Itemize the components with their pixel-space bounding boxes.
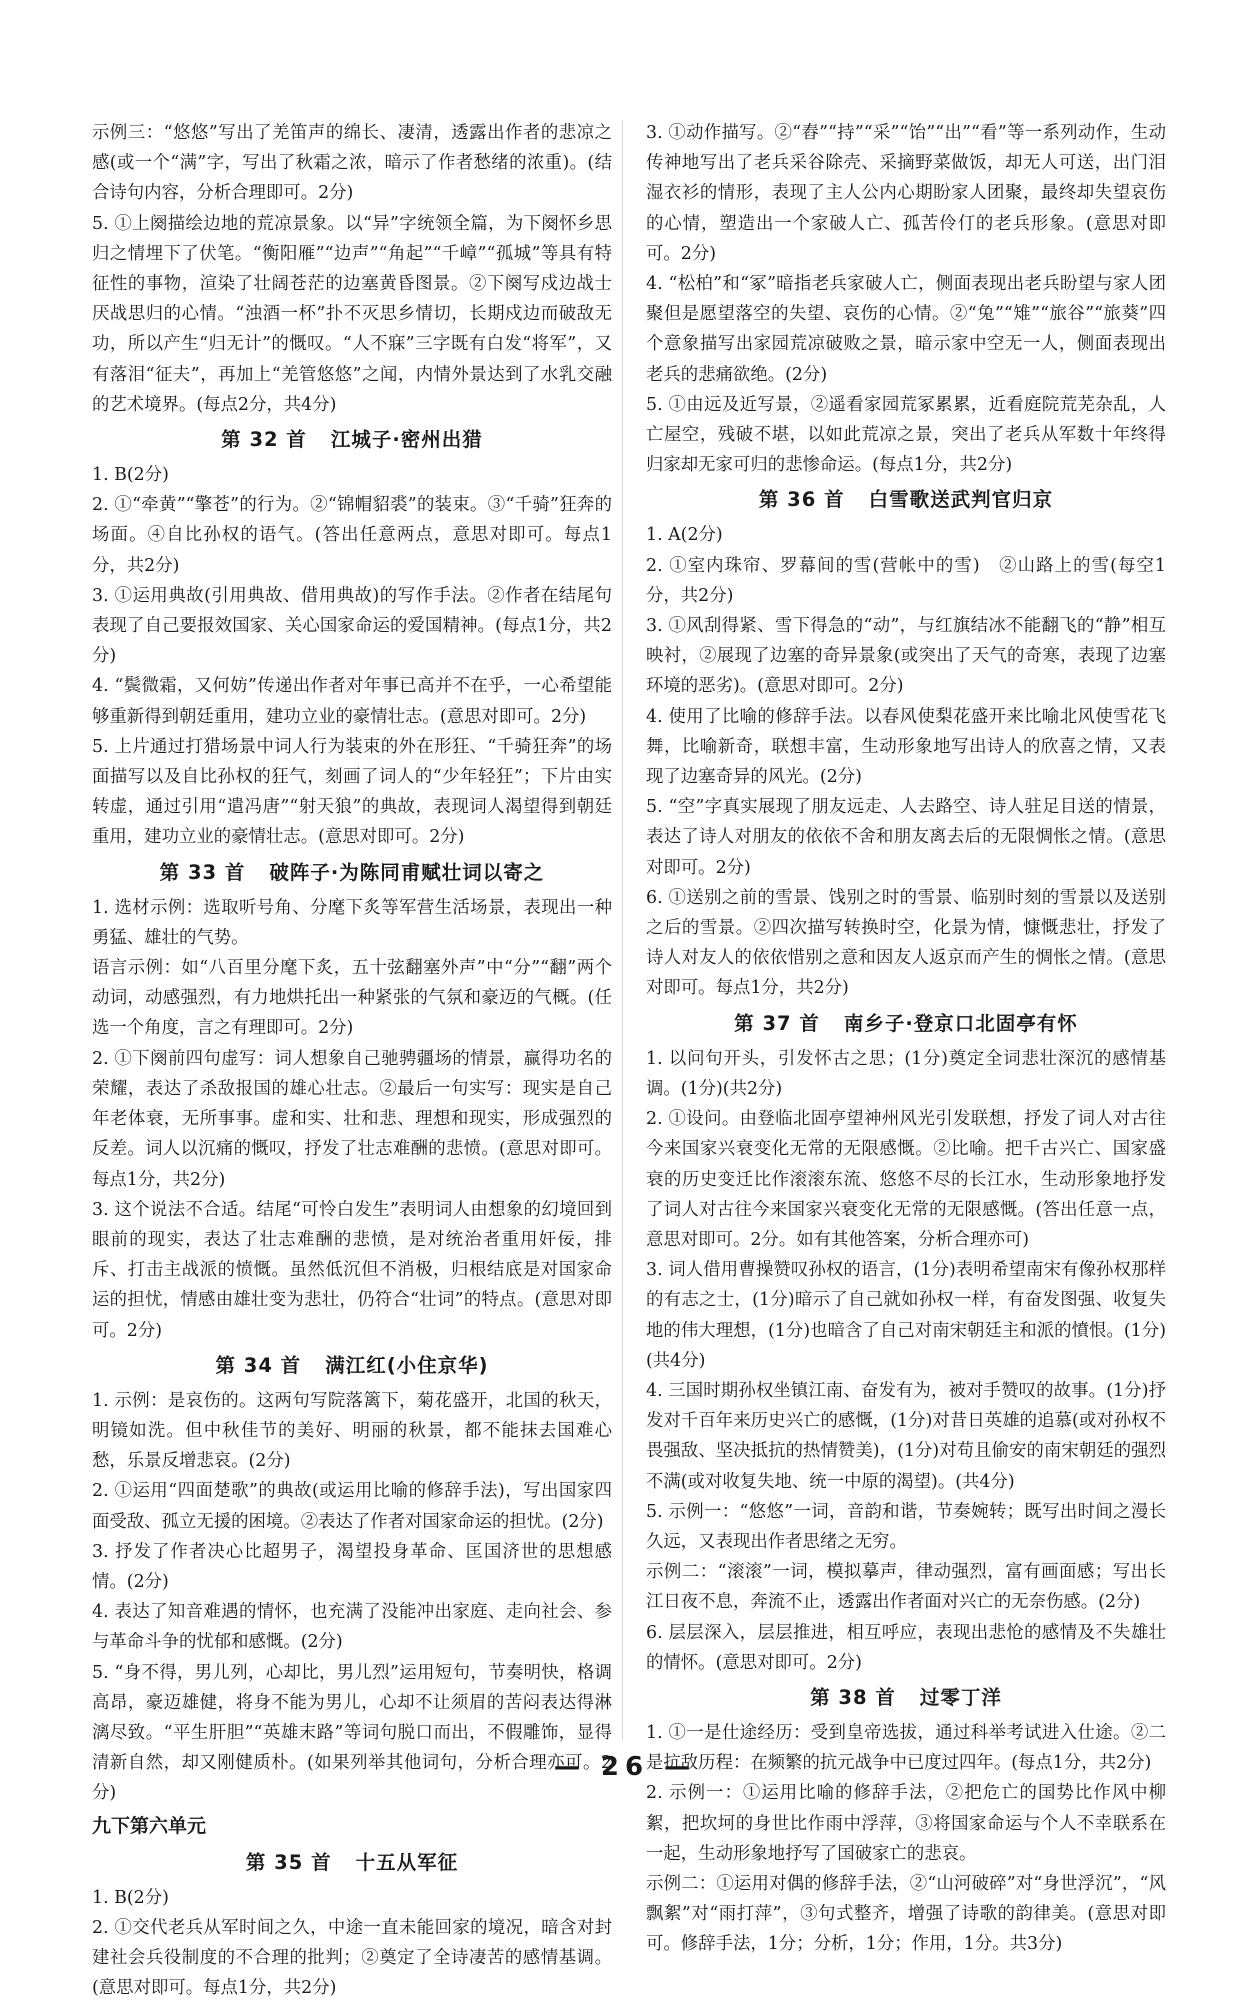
poem-title: 十五从军征 xyxy=(355,1850,459,1874)
answer-text: 5. 上片通过打猎场景中词人行为装束的外在形狂、“千骑狂奔”的场面描写以及自比孙权的狂气，刻画了词人的“少年轻狂”；下片由实转虚，通过引用“遣冯唐”“射天狼”的典故，表现词人渴望得到朝廷重用，建功立业的豪情壮志。(意思对即可。2分) xyxy=(92,736,612,848)
answer-item xyxy=(92,581,612,672)
answer-text: 2. ①交代老兵从军时间之久，中途一直未能回家的境况，暗含对封建社会兵役制度的不合理的批判；②奠定了全诗凄苦的感情基调。(意思对即可。每点1分，共2分) xyxy=(92,1917,612,1999)
answer-text: 3. ①动作描写。②“舂”“持”“采”“饴”“出”“看”等一系列动作，生动传神地写出了老兵采谷除壳、采摘野菜做饭，却无人可送，出门泪湿衣衫的情形，表现了主人公内心期盼家人团聚，最终却失望哀伤的心情，塑造出一个家破人亡、孤苦伶仃的老兵形象。(意思对即可。2分) xyxy=(646,123,1166,264)
poem-number: 第 35 首 xyxy=(245,1850,332,1874)
answer-text: 6. 层层深入，层层推进，相互呼应，表现出悲怆的感情及不失雄壮的情怀。(意思对即可。2分) xyxy=(646,1622,1166,1673)
answer-text: 3. 词人借用曹操赞叹孙权的语言，(1分)表明希望南宋有像孙权那样的有志之士，(1分)暗示了自己就如孙权一样，有奋发图强、收复失地的伟大理想，(1分)也暗含了自己对南宋朝廷主和派的憤恨。(1分)(共4分) xyxy=(646,1260,1166,1371)
answer-item xyxy=(92,1476,612,1536)
answer-text: 4. 三国时期孙权坐镇江南、奋发有为，被对手赞叹的故事。(1分)抒发对千百年来历史兴亡的感慨，(1分)对昔日英雄的追慕(或对孙权不畏强敌、坚决抵抗的热情赞美)，(1分)对苟且偷安的南宋朝廷的强烈不满(或对收复失地、统一中原的渴望)。(共4分) xyxy=(646,1380,1166,1492)
answer-text: 3. ①风刮得紧、雪下得急的“动”，与红旗结冰不能翻飞的“静”相互映衬，②展现了边塞的奇异景象(或突出了天气的奇寒，表现了边塞环境的恶劣)。(意思对即可。2分) xyxy=(646,616,1166,697)
answer-text: 示例三：“悠悠”写出了羌笛声的绵长、凄清，透露出作者的悲凉之感(或一个“满”字，写出了秋霜之浓，暗示了作者愁绪的浓重)。(结合诗句内容，分析合理即可。2分) xyxy=(92,123,612,204)
poem-heading xyxy=(646,482,1166,518)
right-column xyxy=(646,118,1166,1960)
answer-text: 4. 表达了知音难遇的情怀，也充满了没能冲出家庭、走向社会、参与革命斗争的忧郁和感慨。(2分) xyxy=(92,1602,612,1653)
answer-text: 5. ①由远及近写景，②遥看家园荒冢累累，近看庭院荒芜杂乱，人亡屋空，残破不堪，以如此荒凉之景，突出了老兵从军数十年终得归家却无家可归的悲惨命运。(每点1分，共2分) xyxy=(646,394,1166,476)
answer-text: 2. ①下阕前四句虚写：词人想象自己驰骋疆场的情景，赢得功名的荣耀，表达了杀敌报国的雄心壮志。②最后一句实写：现实是自己年老体衰，无所事事。虚和实、壮和悲、理想和现实，形成强烈的反差。词人以沉痛的慨叹，抒发了壮志难酬的悲愤。(意思对即可。每点1分，共2分) xyxy=(92,1048,612,1190)
answer-text: 4. “鬓微霜，又何妨”传递出作者对年事已高并不在乎，一心希望能够重新得到朝廷重用，建功立业的豪情壮志。(意思对即可。2分) xyxy=(92,676,612,727)
poem-number: 第 36 首 xyxy=(758,488,845,512)
answer-item xyxy=(92,1597,612,1657)
answer-item xyxy=(646,702,1166,793)
answer-item xyxy=(646,792,1166,883)
answer-text: 5. “空”字真实展现了朋友远走、人去路空、诗人驻足目送的情景，表达了诗人对朋友的依依不舍和朋友离去后的无限惆怅之情。(意思对即可。2分) xyxy=(646,797,1166,878)
answer-item xyxy=(646,1497,1166,1618)
answer-text: 2. ①设问。由登临北固亭望神州风光引发联想，抒发了词人对古往今来国家兴衰变化无常的无限感慨。②比喻。把千古兴亡、国家盛衰的历史变迁比作滚滚东流、悠悠不尽的长江水，生动形象地抒发了词人对古往今来国家兴衰变化无常的无限感慨。(答出任意一点，意思对即可。2分。如有其他答案，分析合理亦可) xyxy=(646,1109,1166,1250)
answer-text: 示例二：①运用对偶的修辞手法，②“山河破碎”对“身世浮沉”，“风飘絮”对“雨打萍”，③句式整齐，增强了诗歌的韵律美。(意思对即可。修辞手法，1分；分析，1分；作用，1分。共3分) xyxy=(646,1873,1166,1955)
answer-item xyxy=(646,1104,1166,1255)
poem-title: 江城子·密州出猎 xyxy=(330,428,483,452)
answer-item xyxy=(92,1913,612,2003)
poem-title: 白雪歌送武判官归京 xyxy=(868,488,1054,512)
answer-text: 1. A(2分) xyxy=(646,525,723,546)
answer-text: 5. 示例一：“悠悠”一词，音韵和谐，节奏婉转；既写出时间之漫长久远，又表现出作者思绪之无穷。 xyxy=(646,1501,1166,1552)
answer-item xyxy=(646,1618,1166,1678)
answer-item xyxy=(92,1883,612,1913)
poem-number: 第 34 首 xyxy=(215,1353,302,1377)
answer-item xyxy=(92,1537,612,1597)
answer-item xyxy=(646,883,1166,1004)
poem-heading xyxy=(92,422,612,458)
answer-text: 6. ①送别之前的雪景、饯别之时的雪景、临别时刻的雪景以及送别之后的雪景。②四次描写转换时空，化景为情，慷慨悲壮，抒发了诗人对友人的依依惜别之意和因友人返京而产生的惆怅之情。(意思对即可。每点1分，共2分) xyxy=(646,887,1166,999)
answer-item xyxy=(92,1658,612,1809)
unit-heading: 九下第六单元 xyxy=(92,1814,207,1837)
poem-heading xyxy=(646,1680,1166,1716)
answer-item xyxy=(646,390,1166,481)
poem-number: 第 32 首 xyxy=(221,428,307,452)
answer-item xyxy=(646,611,1166,702)
answer-item xyxy=(646,1044,1166,1104)
answer-text: 2. 示例一：①运用比喻的修辞手法，②把危亡的国势比作风中柳絮，把坎坷的身世比作雨中浮萍，③将国家命运与个人不幸联系在一起，生动形象地抒写了国破家亡的悲哀。 xyxy=(646,1783,1166,1864)
answer-text: 5. “身不得，男儿列，心却比，男儿烈”运用短句，节奏明快，格调高昂，豪迈雄健，将身不能为男儿，心却不让须眉的苦闷表达得淋漓尽致。“平生肝胆”“英雄末路”等词句脱口而出，不假雕饰，显得清新自然，却又刚健质朴。(如果列举其他词句，分析合理亦可。2分) xyxy=(92,1662,612,1804)
poem-number: 第 37 首 xyxy=(734,1011,820,1035)
answer-text: 4. 使用了比喻的修辞手法。以春风使梨花盛开来比喻北风使雪花飞舞，比喻新奇，联想丰富，生动形象地写出诗人的欣喜之情，又表现了边塞奇异的风光。(2分) xyxy=(646,706,1166,788)
answer-item xyxy=(92,209,612,420)
poem-title: 满江红(小住京华) xyxy=(325,1353,489,1377)
answer-text: 4. “松柏”和“冢”暗指老兵家破人亡，侧面表现出老兵盼望与家人团聚但是愿望落空的失望、哀伤的心情。②“兔”“雉”“旅谷”“旅葵”四个意象描写出家园荒凉破败之景，暗示家中空无一人，侧面表现出老兵的悲痛欲绝。(2分) xyxy=(646,274,1166,385)
answer-item xyxy=(92,118,612,209)
answer-text: 语言示例：如“八百里分麾下炙，五十弦翻塞外声”中“分”“翻”两个动词，动感强烈，有力地烘托出一种紧张的气氛和豪迈的气概。(任选一个角度，言之有理即可。2分) xyxy=(92,958,612,1039)
column-divider xyxy=(622,120,623,1740)
answer-item xyxy=(92,1044,612,1195)
answer-item xyxy=(646,520,1166,550)
answer-text: 1. ①一是仕途经历：受到皇帝选拔，通过科举考试进入仕途。②二是抗敌历程：在频繁的抗元战争中已度过四年。(每点1分，共2分) xyxy=(646,1722,1166,1774)
answer-item xyxy=(92,671,612,731)
answer-text: 2. ①“牵黄”“擎苍”的行为。②“锦帽貂裘”的装束。③“千骑”狂奔的场面。④自比孙权的语气。(答出任意两点，意思对即可。每点1分，共2分) xyxy=(92,495,612,576)
left-column xyxy=(92,118,612,2003)
page-number: — 26 — xyxy=(553,1752,697,1782)
answer-item xyxy=(646,1255,1166,1376)
poem-number: 第 38 首 xyxy=(810,1685,896,1709)
poem-title: 南乡子·登京口北固亭有怀 xyxy=(843,1011,1078,1035)
answer-text: 3. ①运用典故(引用典故、借用典故)的写作手法。②作者在结尾句表现了自己要报效国家、关心国家命运的爱国精神。(每点1分，共2分) xyxy=(92,585,612,667)
poem-heading xyxy=(92,1845,612,1881)
answer-item xyxy=(646,551,1166,611)
answer-item xyxy=(92,1195,612,1346)
poem-title: 破阵子·为陈同甫赋壮词以寄之 xyxy=(269,860,545,884)
poem-title: 过零丁洋 xyxy=(919,1685,1002,1709)
answer-item xyxy=(646,1778,1166,1959)
answer-text: 1. 示例：是哀伤的。这两句写院落篱下，菊花盛开，北国的秋天，明镜如洗。但中秋佳节的美好、明丽的秋景，都不能抹去国难心愁，乐景反增悲哀。(2分) xyxy=(92,1390,612,1472)
answer-item xyxy=(92,893,612,1044)
answer-text: 3. 抒发了作者决心比超男子，渴望投身革命、匡国济世的思想感情。(2分) xyxy=(92,1541,612,1592)
poem-heading xyxy=(92,855,612,891)
answer-text: 2. ①室内珠帘、罗幕间的雪(营帐中的雪) ②山路上的雪(每空1分，共2分) xyxy=(646,555,1166,606)
answer-text: 2. ①运用“四面楚歌”的典故(或运用比喻的修辞手法)，写出国家四面受敌、孤立无援的困境。②表达了作者对国家命运的担忧。(2分) xyxy=(92,1481,612,1532)
answer-text: 1. 选材示例：选取听号角、分麾下炙等军营生活场景，表现出一种勇猛、雄壮的气势。 xyxy=(92,897,612,948)
answer-item xyxy=(92,460,612,490)
answer-item xyxy=(92,490,612,581)
answer-item xyxy=(646,118,1166,269)
poem-heading xyxy=(92,1348,612,1384)
answer-text: 示例二：“滚滚”一词，模拟摹声，律动强烈，富有画面感；写出长江日夜不息，奔流不止，透露出作者面对兴亡的无奈伤感。(2分) xyxy=(646,1562,1166,1613)
answer-text: 1. B(2分) xyxy=(92,465,169,486)
answer-text: 5. ①上阕描绘边地的荒凉景象。以“异”字统领全篇，为下阕怀乡思归之情埋下了伏笔。“衡阳雁”“边声”“角起”“千嶂”“孤城”等具有特征性的事物，渲染了壮阔苍茫的边塞黄昏图景。②下阕写戍边战士厌战思归的心情。“浊酒一杯”扑不灭思乡情切，长期戍边而破敌无功，所以产生“归无计”的慨叹。“人不寐”三字既有白发“将军”，又有落泪“征夫”，再加上“羌管悠悠”之闻，内情外景达到了水乳交融的艺术境界。(每点2分，共4分) xyxy=(92,213,612,415)
poem-heading xyxy=(646,1006,1166,1042)
answer-text: 3. 这个说法不合适。结尾“可怜白发生”表明词人由想象的幻境回到眼前的现实，表达了壮志难酬的悲愤，是对统治者重用奸佞，排斥、打击主战派的愤慨。虽然低沉但不消极，归根结底是对国家命运的担忧，情感由雄壮变为悲壮，仍符合“壮词”的特点。(意思对即可。2分) xyxy=(92,1199,612,1341)
answer-text: 1. 以问句开头，引发怀古之思；(1分)奠定全词悲壮深沉的感情基调。(1分)(共2分) xyxy=(646,1048,1166,1099)
answer-text: 1. B(2分) xyxy=(92,1887,169,1908)
answer-item xyxy=(646,1376,1166,1497)
answer-item xyxy=(92,732,612,853)
answer-item xyxy=(92,1386,612,1477)
answer-item xyxy=(646,269,1166,390)
poem-number: 第 33 首 xyxy=(159,860,246,884)
